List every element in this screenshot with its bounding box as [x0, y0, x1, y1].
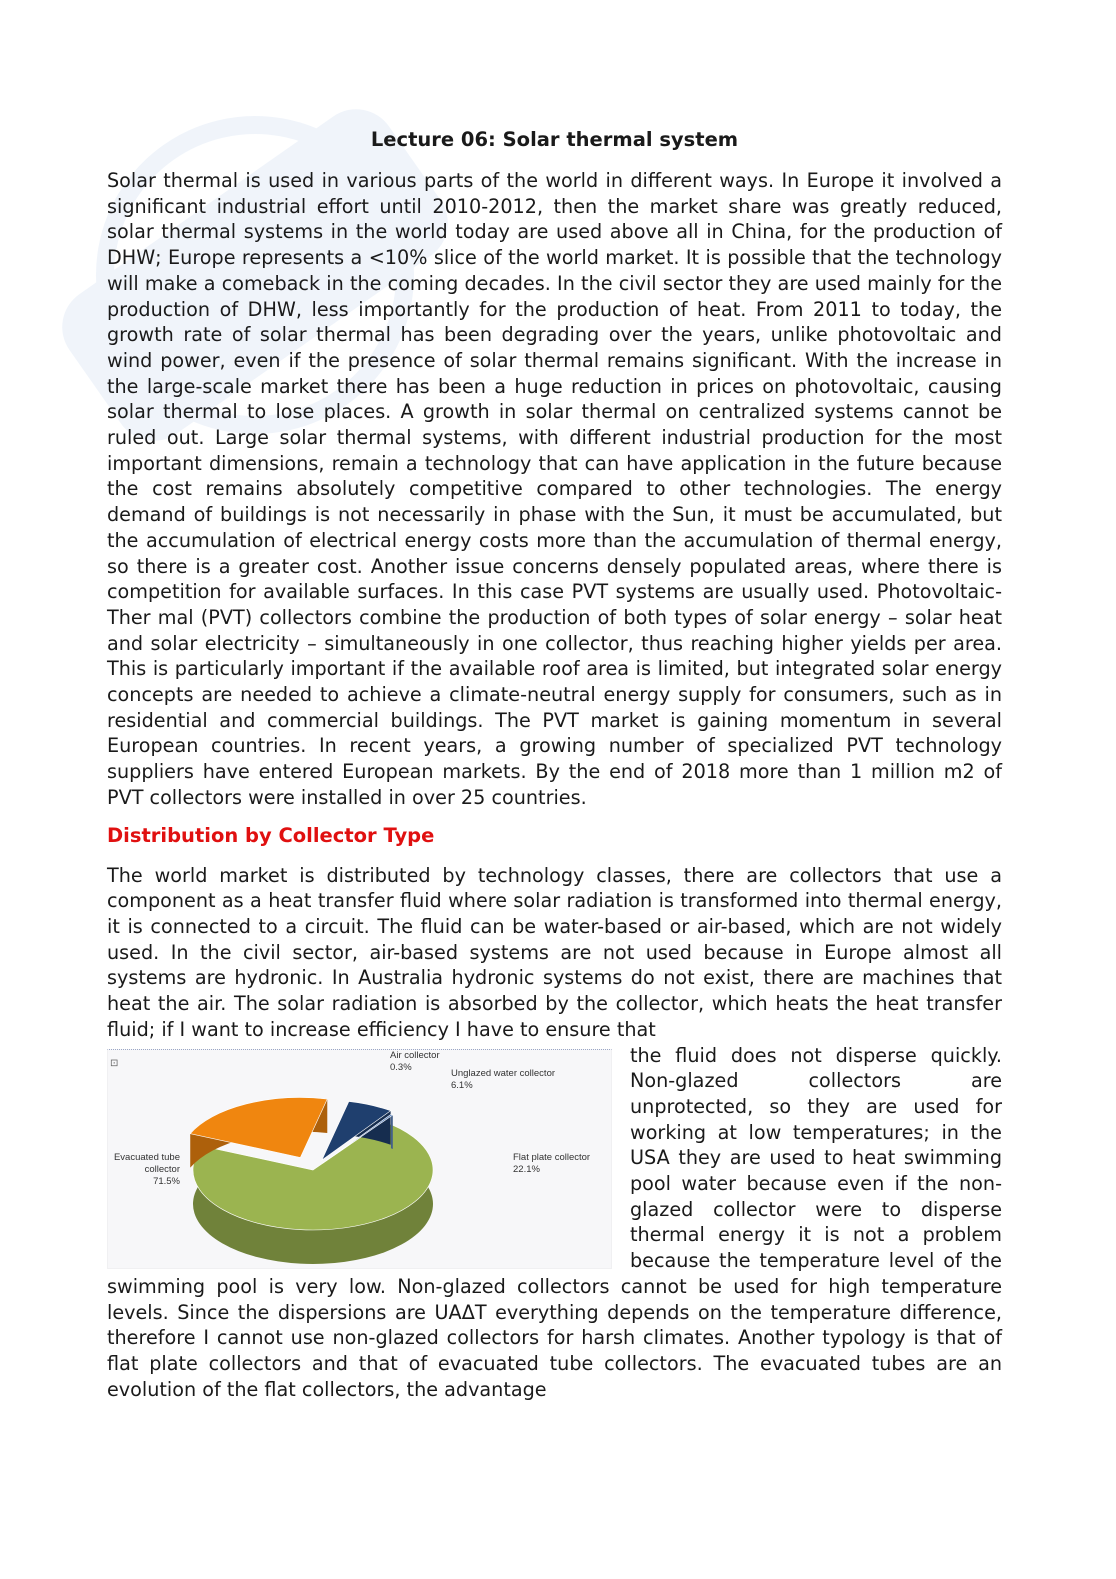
collector-paragraph-part2: the fluid does not disperse quickly. Non-glazed collectors are unprotected, so they are used for working at low temperatures; in the USA they are used to heat swimming pool water because even if the non-glazed collector were to disperse thermal energy it is not a problem because the temperature level of the swimming pool is very low. Non-glazed collectors cannot be used for high temperature levels. Since the dispersions are UAΔT everything depends on the temperature difference, therefore I cannot use non-glazed collectors for harsh climates. Another typology is that of flat plate collectors and that of evacuated tube collectors. The evacuated tubes are an evolution of the flat collectors, the advantage	[107, 1043, 1002, 1401]
pie-category-label: Evacuated tube	[113, 1151, 180, 1163]
pie-category-label: Flat plate collector	[513, 1151, 591, 1163]
chart-corner-icon: ⊡	[110, 1057, 119, 1069]
page-title: Lecture 06: Solar thermal system	[370, 128, 739, 151]
pie-category-label: Air collector	[390, 1049, 440, 1061]
pie-value-label: 22.1%	[513, 1163, 540, 1175]
pie-value-label: 0.3%	[390, 1061, 412, 1073]
pie-category-label: Unglazed water collector	[451, 1067, 556, 1079]
collector-type-pie-chart	[107, 1049, 612, 1269]
pie-slice-side	[391, 1114, 393, 1149]
pie-value-label: 71.5%	[153, 1175, 180, 1187]
pie-chart-svg	[108, 1050, 613, 1270]
section-heading: Distribution by Collector Type	[107, 823, 435, 847]
intro-paragraph: Solar thermal is used in various parts of the world in different ways. In Europe it involved a significant industrial effort until 2010-2012, then the market share was greatly reduced, solar thermal systems in the world today are used above all in China, for the production of DHW; Europe represents a <10% slice of the world market. It is possible that the technology will make a comeback in the coming decades. In the civil sector they are used mainly for the production of DHW, less importantly for the production of heat. From 2011 to today, the growth rate of solar thermal has been degrading over the years, unlike photovoltaic and wind power, even if the presence of solar thermal remains significant. With the increase in the large-scale market there has been a huge reduction in prices on photovoltaic, causing solar thermal to lose places. A growth in solar thermal on centralized systems cannot be ruled out. Large solar thermal systems, with different industrial production for the most important dimensions, remain a technology that can have application in the future because the cost remains absolutely competitive compared to other technologies. The energy demand of buildings is not necessarily in phase with the Sun, it must be accumulated, but the accumulation of electrical energy costs more than the accumulation of thermal energy, so there is a greater cost. Another issue concerns densely populated areas, where there is competition for available surfaces. In this case PVT systems are usually used. Photovoltaic-Ther mal (PVT) collectors combine the production of both types of solar energy – solar heat and solar electricity – simultaneously in one collector, thus reaching higher yields per area. This is particularly important if the available roof area is limited, but integrated solar energy concepts are needed to achieve a climate-neutral energy supply for consumers, such as in residential and commercial buildings. The PVT market is gaining momentum in several European countries. In recent years, a growing number of specialized PVT technology suppliers have entered European markets. By the end of 2018 more than 1 million m2 of PVT collectors were installed in over 25 countries.	[107, 169, 1002, 809]
pie-value-label: 6.1%	[451, 1079, 473, 1091]
pie-category-label: collector	[144, 1163, 180, 1175]
collector-paragraph-part1: The world market is distributed by technology classes, there are collectors that use a component as a heat transfer fluid where solar radiation is transformed into thermal energy, it is connected to a circuit. The fluid can be water-based or air-based, which are not widely used. In the civil sector, air-based systems are not used because in Europe almost all systems are hydronic. In Australia hydronic systems do not exist, there are machines that heat the air. The solar radiation is absorbed by the collector, which heats the heat transfer fluid; if I want to increase efficiency I have to ensure that	[107, 863, 1002, 1041]
document-page	[107, 128, 1002, 1402]
